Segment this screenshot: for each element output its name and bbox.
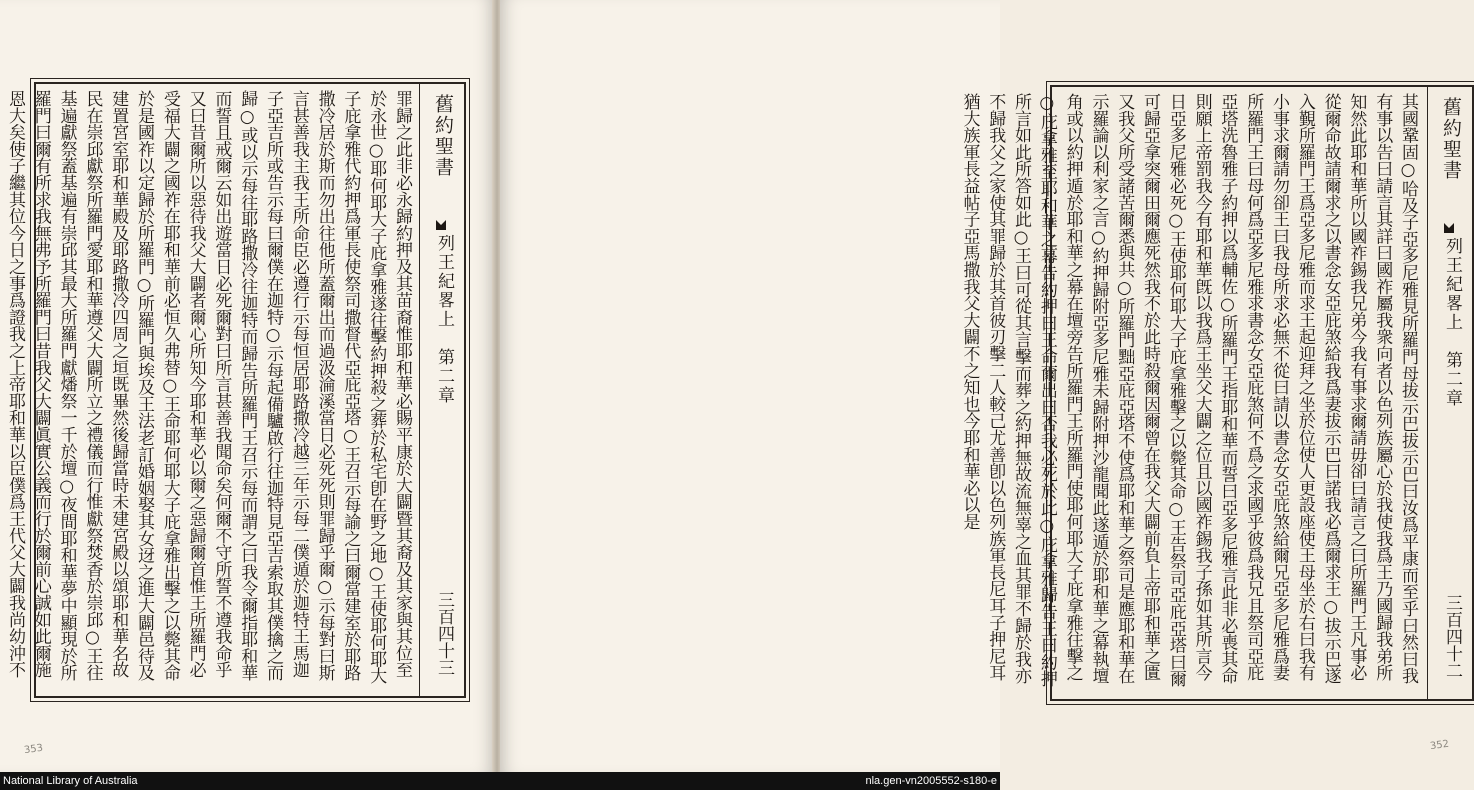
right-page-body-text: 其國鞏固○哈及子亞多尼雅見所羅門母拔示巴拔示巴曰汝爲平康而至乎曰然曰我有事以告曰請言其詳曰國祚屬我衆向者以色列族屬心於我使我爲王乃國歸我弟所知然此耶和華所以國祚錫我兄弟今我有事求爾請毋卻曰請言之曰所羅門王凡事必從爾命故請爾求之以書念女亞庇煞給我爲妻拔示巴曰諾我必爲爾求王○拔示巴遂入覲所羅門王爲亞多尼雅而求王起迎拜之坐於位使人更設座使王母坐於右曰我有小事求爾請勿卻王曰我母所求必無不從曰請以書念女亞庇煞給爾兄亞多尼雅爲妻所羅門王曰母何爲亞多尼雅求書念女亞庇煞何不爲之求國乎彼爲我兄且祭司亞庇亞塔洗魯雅子約押以爲輔佐○所羅門王指耶和華而誓曰亞多尼雅言此非必喪其命則願上帝罰我今有耶和華旣以我爲王坐父大闢之位且以國祚錫我子孫如其所言今日亞多尼雅必死○王使耶何耶大子庇拿雅擊之以斃其命○王告祭司亞庇亞塔曰爾可歸亞拿突爾田爾應死然我不於此時殺爾因爾曾在我父大闢前負上帝耶和華之匱又我父所受諸苦爾悉與共○所羅門黜亞庇亞塔不使爲耶和華之祭司是應耶和華在示羅論以利家之言○約押歸附亞多尼雅未歸附押沙龍聞此遂遁於耶和華之幕執壇角或以約押遁於耶和華之幕在壇旁告所羅門王所羅門使耶何耶大子庇拿雅往擊之○庇拿雅至耶和華之幕告約押曰王命爾出曰否我必死於此○庇拿雅歸告王曰約押所言如此所答如此○王曰可從其言擊而葬之約押無故流無辜之血其罪不歸於我亦不歸我父之家使其罪歸於其首彼刃擊二人較己尤善卽以色列族軍長尼耳子押尼耳猶大族軍長益帖子亞馬撒我父大闢不之知也今耶和華必以是 (959, 93, 1418, 688)
right-book-title: 舊約聖書 (1440, 97, 1462, 181)
right-page (500, 0, 1462, 772)
footer-library-name: National Library of Australia (3, 775, 138, 787)
right-page-number: 三百四十二 (1442, 594, 1462, 679)
fish-tail-mark-icon (436, 220, 446, 230)
right-pencil-page-mark: 352 (1429, 738, 1450, 753)
left-page-number: 三百四十三 (434, 591, 454, 676)
left-book-title: 舊約聖書 (432, 94, 454, 178)
fish-tail-mark-icon (1444, 223, 1454, 233)
footer-bar (0, 772, 1000, 790)
left-page-frame (5, 82, 466, 698)
left-page (0, 0, 494, 772)
footer-item-id: nla.gen-vn2005552-s180-e (865, 775, 997, 787)
right-section-title: 列王紀畧上 第二章 (1442, 237, 1462, 408)
left-pencil-page-mark: 353 (23, 742, 44, 757)
left-page-body-text: 罪歸之此非必永歸約押及其苗裔惟耶和華必賜平康於大闢暨其裔及其家與其位至於永世○耶何耶大子庇拿雅遂往擊約押殺之葬於私宅卽在野之地○王使耶何耶大子庇拿雅代約押爲軍長使祭司撒督代亞庇亞塔○王召示每諭之曰爾當建室於耶路撒冷居於斯而勿出往他所蓋爾出而過汲淪溪當日必死死則罪歸乎爾○示每對曰斯言甚善我主我王所命臣必遵行示每恒居耶路撒冷越三年示每二僕遁於迦特王馬迦子亞吉所或告示每曰爾僕在迦特○示每起備驢啟行往迦特見亞吉索取其僕擒之而歸○或以示每往耶路撒冷往迦特而歸告所羅門王召示每而謂之曰我令爾指耶和華而誓且戒爾云如出遊當日必死爾對曰所言甚善我聞命矣何爾不守所誓不遵我命乎又曰昔爾所以惡待我父大闢者爾心所知今耶和華必以爾之惡歸爾首惟王所羅門必受福大闢之國祚在耶和華前必恒久弗替○王命耶何耶大子庇拿雅出擊之以斃其命於是國祚以定歸於所羅門○所羅門與埃及王法老訂婚姻娶其女迓之進大闢邑待及建置宮室耶和華殿及耶路撒冷四周之垣既畢然後歸當時未建宮殿以頌耶和華名故民在崇邱獻祭所羅門愛耶和華遵父大闢所立之禮儀而行惟獻祭焚香於崇邱○王往基遍獻祭蓋基遍有崇邱其最大所羅門獻燔祭一千於壇○夜間耶和華夢中顯現於所羅門曰爾有所求我無弗予所羅門曰昔我父大闢眞實公義而行於爾前心誠如此爾施恩大矣使子繼其位今日之事爲證我之上帝耶和華以臣僕爲王代父大闢我尚幼沖不 (5, 90, 412, 685)
right-page-frame (959, 85, 1474, 701)
left-section-title: 列王紀畧上 第二章 (434, 234, 454, 405)
left-page-margin-column (419, 84, 464, 696)
right-page-margin-column (1427, 87, 1472, 699)
